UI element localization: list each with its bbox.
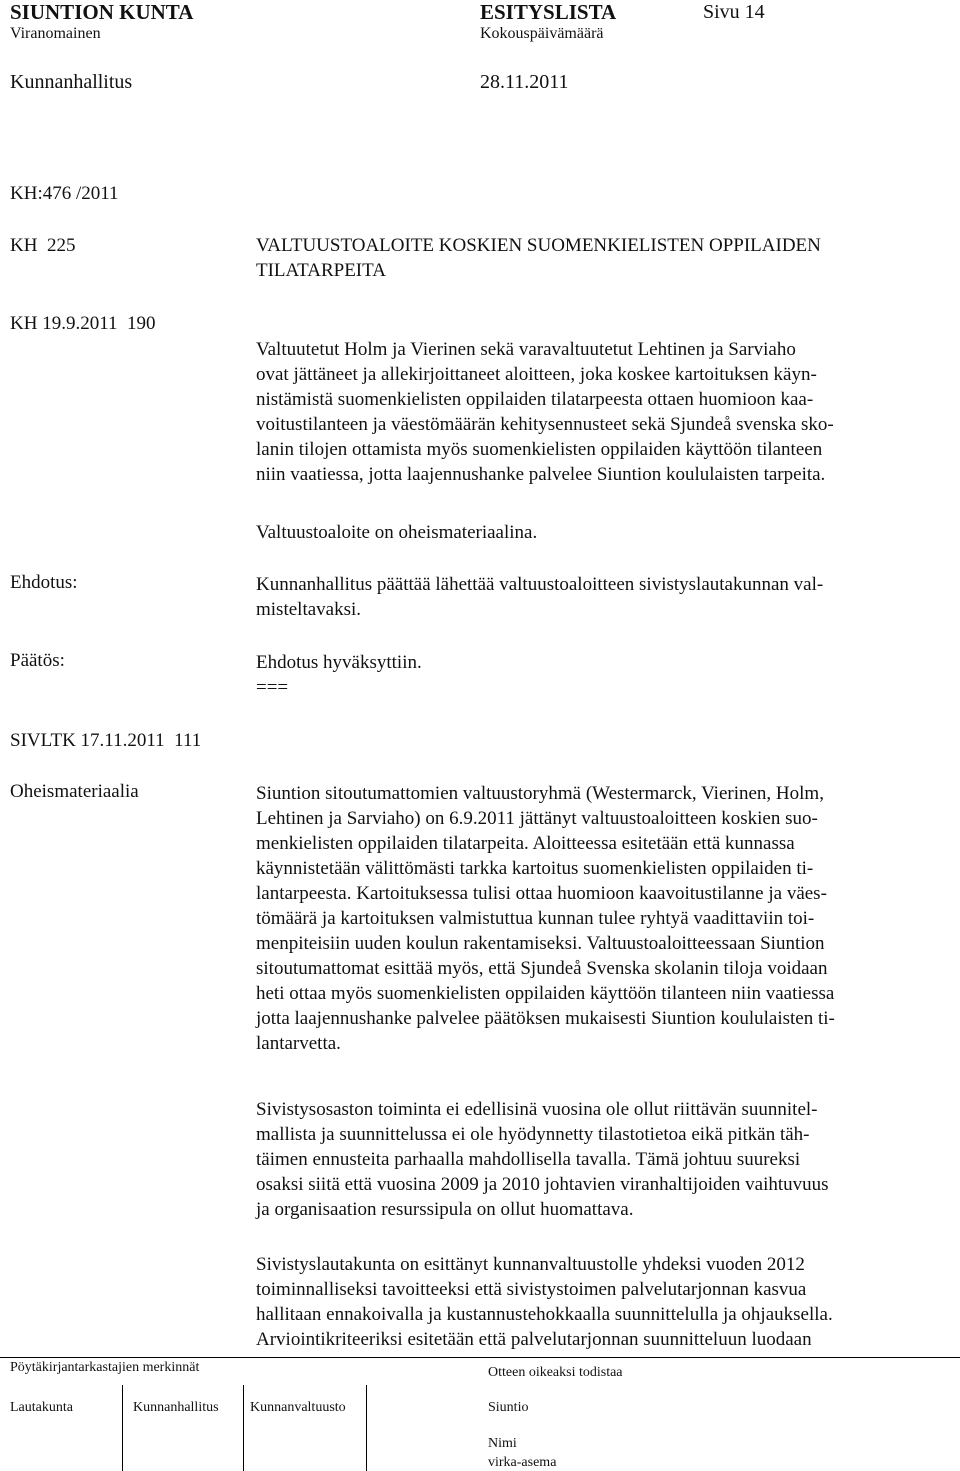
text-line: heti ottaa myös suomenkielisten oppilaiden käyttöön tilanteen niin vaatiessa xyxy=(256,983,835,1004)
text-line: lantarvetta. xyxy=(256,1033,341,1054)
attachment-paragraph-1 xyxy=(256,781,946,1056)
meeting-date-label: Kokouspäivämäärä xyxy=(480,25,604,42)
page-number: Sivu 14 xyxy=(703,1,765,23)
text-line: Lehtinen ja Sarviaho) on 6.9.2011 jättänyt valtuustoaloitteen koskien suo- xyxy=(256,808,818,829)
footer-divider xyxy=(0,1357,960,1358)
meeting-date: 28.11.2011 xyxy=(480,71,569,93)
kh-reference: KH:476 /2011 xyxy=(10,183,119,204)
sivltk-reference: SIVLTK 17.11.2011 111 xyxy=(10,730,202,751)
text-line: Arviointikriteeriksi esitetään että palvelutarjonnan suunnitteluun luodaan xyxy=(256,1329,812,1350)
decision-text: Ehdotus hyväksyttiin. xyxy=(256,652,422,673)
text-line: toiminnalliseksi tavoitteeksi että sivistystoimen palvelutarjonnan kasvua xyxy=(256,1279,807,1300)
proposal-label: Ehdotus: xyxy=(10,572,78,593)
text-line: nistämistä suomenkielisten oppilaiden tilatarpeesta ottaen huomioon kaa- xyxy=(256,389,814,410)
authority-label: Viranomainen xyxy=(10,25,101,42)
kh-paragraph xyxy=(256,337,946,487)
text-line: niin vaatiessa, jotta laajennushanke palvelee Siuntion koululaisten tarpeita. xyxy=(256,464,826,485)
text-line: Kunnanhallitus päättää lähettää valtuustoaloitteen sivistyslautakunnan val- xyxy=(256,574,824,595)
text-line: misteltavaksi. xyxy=(256,599,362,620)
attachment-paragraph-2 xyxy=(256,1097,946,1222)
attachment-label: Oheismateriaalia xyxy=(10,781,139,802)
text-line: menkielisten oppilaiden tilatarpeita. Aloitteessa esitetään että kunnassa xyxy=(256,833,795,854)
title-line-1: VALTUUSTOALOITE KOSKIEN SUOMENKIELISTEN OPPILAIDEN xyxy=(256,235,821,256)
text-line: lanin tilojen ottamista myös suomenkielisten oppilaiden käyttöön tilanteen xyxy=(256,439,823,460)
attachment-paragraph-3 xyxy=(256,1252,946,1352)
text-line: Siuntion sitoutumattomien valtuustoryhmä (Westermarck, Vierinen, Holm, xyxy=(256,783,824,804)
certified-copy-label: Otteen oikeaksi todistaa xyxy=(488,1365,623,1380)
footer-column-divider-3 xyxy=(366,1385,367,1471)
footer-column-divider-1 xyxy=(122,1385,123,1471)
text-line: ja organisaation resurssipula on ollut huomattava. xyxy=(256,1199,634,1220)
decision-label: Päätös: xyxy=(10,650,65,671)
text-line: sitoutumattomat esittää myös, että Sjundeå Svenska skolanin tiloja voidaan xyxy=(256,958,828,979)
text-line: täimen ennusteita parhaalla mahdollisella tavalla. Tämä johtuu suureksi xyxy=(256,1149,801,1170)
minutes-checkers-label: Pöytäkirjantarkastajien merkinnät xyxy=(10,1360,200,1375)
text-line: Sivistysosaston toiminta ei edellisinä vuosina ole ollut riittävän suunnitel- xyxy=(256,1099,818,1120)
kh-item-225: KH 225 xyxy=(10,235,76,256)
text-line: hallitaan ennakoivalla ja kustannustehokkaalla suunnittelulla ja ohjauksella. xyxy=(256,1304,833,1325)
footer-col-council: Kunnanvaltuusto xyxy=(250,1400,346,1415)
text-line: Sivistyslautakunta on esittänyt kunnanvaltuustolle yhdeksi vuoden 2012 xyxy=(256,1254,805,1275)
footer-name: Nimi xyxy=(488,1436,517,1451)
proposal-text xyxy=(256,572,946,622)
text-line: menpiteisiin uuden koulun rakentamiseksi. Valtuustoaloitteessaan Siuntion xyxy=(256,933,825,954)
text-line: käynnistetään välittömästi tarkka kartoitus suomenkielisten oppilaiden ti- xyxy=(256,858,814,879)
footer-column-divider-2 xyxy=(243,1385,244,1471)
footer-place: Siuntio xyxy=(488,1400,529,1415)
text-line: tömäärä ja kartoituksen valmistuttua kunnan tulee ryhtyä vaadittaviin toi- xyxy=(256,908,815,929)
footer-position: virka-asema xyxy=(488,1455,557,1470)
attachment-note: Valtuustoaloite on oheismateriaalina. xyxy=(256,522,538,543)
footer-col-executive: Kunnanhallitus xyxy=(133,1400,219,1415)
text-line: osaksi siitä että vuosina 2009 ja 2010 johtavien viranhaltijoiden vaihtuvuus xyxy=(256,1174,829,1195)
decision-separator: === xyxy=(256,677,289,698)
document-type: ESITYSLISTA xyxy=(480,0,617,24)
text-line: lantarpeesta. Kartoituksessa tulisi ottaa huomioon kaavoitustilanne ja väes- xyxy=(256,883,827,904)
text-line: ovat jättäneet ja allekirjoittaneet aloitteen, joka koskee kartoituksen käyn- xyxy=(256,364,817,385)
footer-col-board: Lautakunta xyxy=(10,1400,73,1415)
authority-name: Kunnanhallitus xyxy=(10,71,133,93)
title-line-2: TILATARPEITA xyxy=(256,260,386,281)
text-line: jotta laajennushanke palvelee päätöksen mukaisesti Siuntion koululaisten ti- xyxy=(256,1008,835,1029)
text-line: voitustilanteen ja väestömäärän kehitysennusteet sekä Sjundeå svenska sko- xyxy=(256,414,834,435)
text-line: mallista ja suunnittelussa ei ole hyödynnetty tilastotietoa eikä pitkän täh- xyxy=(256,1124,810,1145)
kh-item-190: KH 19.9.2011 190 xyxy=(10,313,156,334)
municipality-name: SIUNTION KUNTA xyxy=(10,0,194,24)
text-line: Valtuutetut Holm ja Vierinen sekä varavaltuutetut Lehtinen ja Sarviaho xyxy=(256,339,796,360)
